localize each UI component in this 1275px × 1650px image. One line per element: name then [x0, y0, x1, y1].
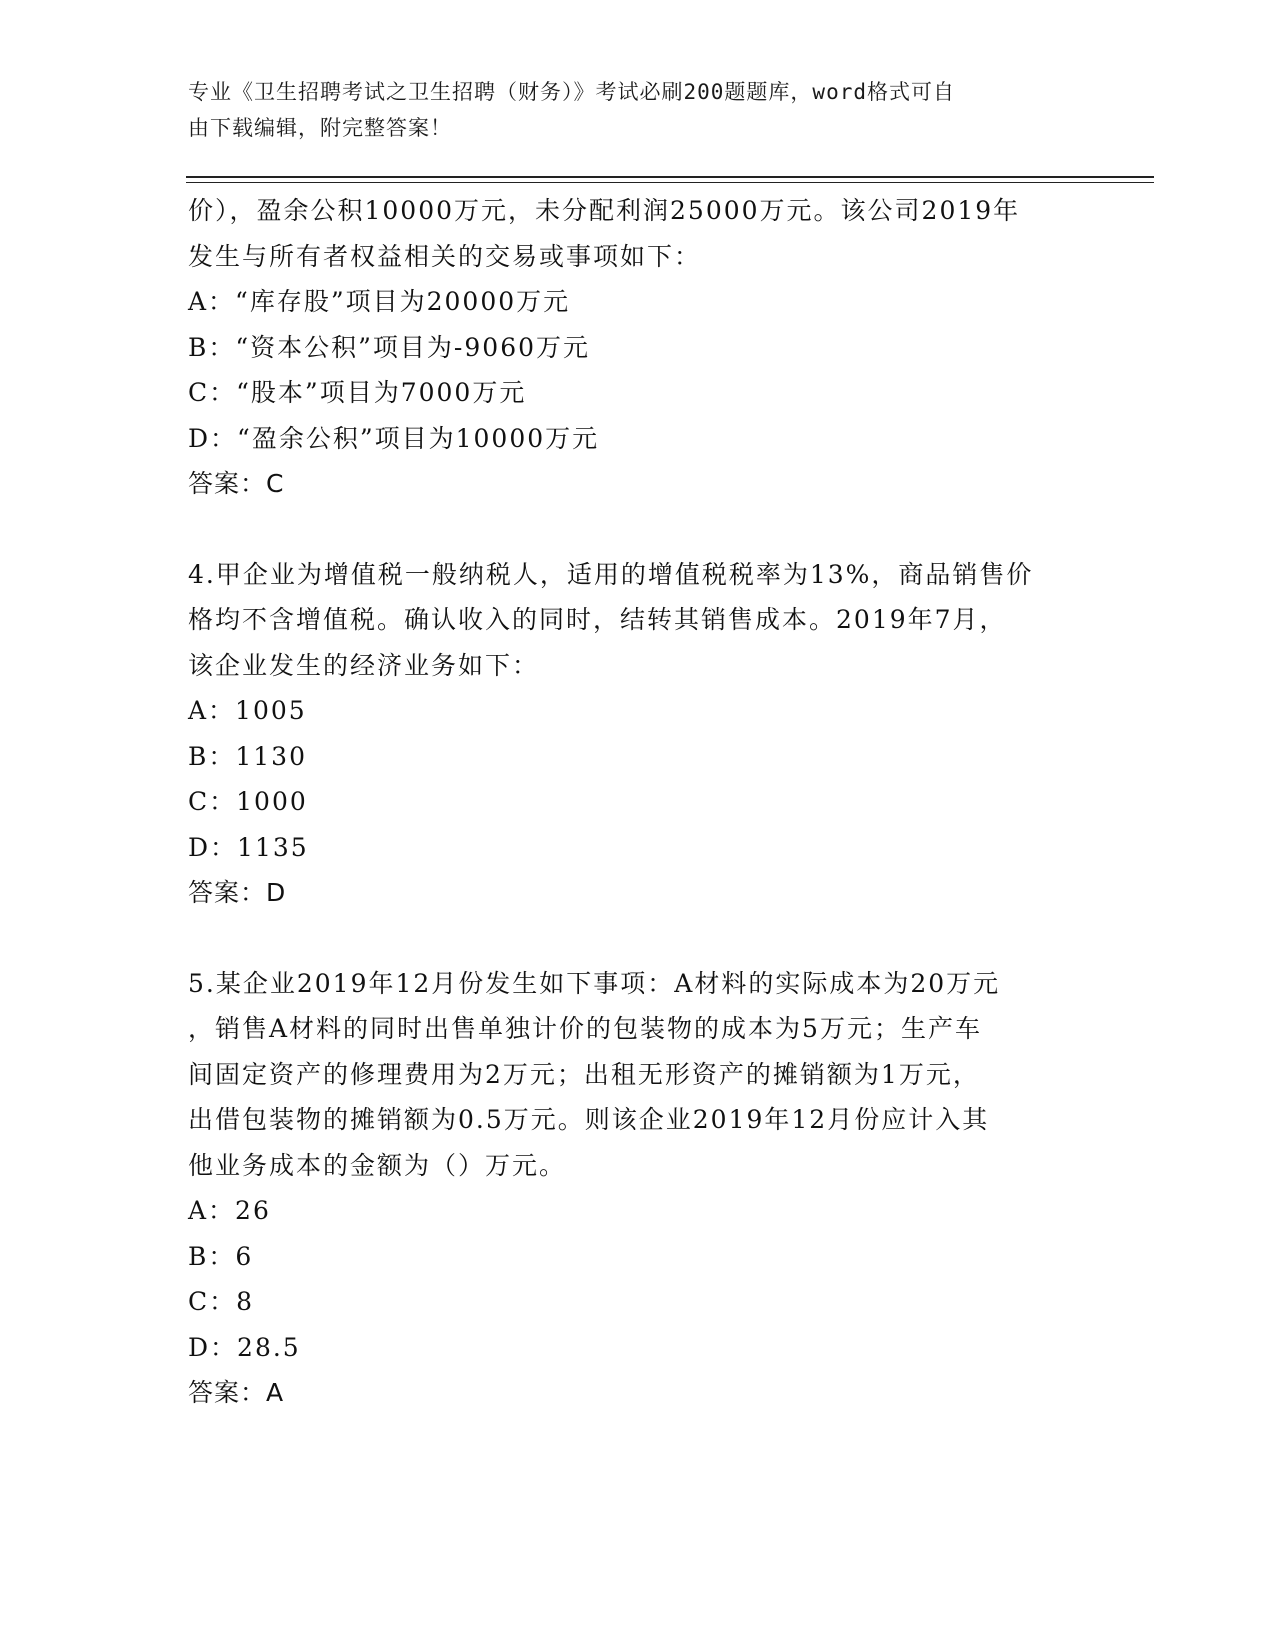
option-b: B：6 — [188, 1241, 254, 1271]
option-a: A：1005 — [188, 696, 307, 725]
spacer — [188, 916, 1088, 961]
header-divider-top — [186, 176, 1154, 178]
header-line-2: 由下载编辑，附完整答案！ — [188, 116, 452, 140]
answer: 答案：D — [188, 878, 287, 907]
option-d: D：28.5 — [188, 1332, 301, 1362]
option-b: B：“资本公积”项目为-9060万元 — [188, 332, 591, 362]
spacer — [188, 507, 1088, 552]
option-a: A：“库存股”项目为20000万元 — [188, 287, 571, 316]
question-text-line: 间固定资产的修理费用为2万元；出租无形资产的摊销额为1万元， — [188, 1059, 980, 1089]
answer: 答案：C — [188, 469, 285, 498]
question-text-line: 格均不含增值税。确认收入的同时，结转其销售成本。2019年7月， — [188, 605, 1007, 634]
question-text-line: ，销售A材料的同时出售单独计价的包装物的成本为5万元；生产车 — [188, 1014, 982, 1043]
option-a: A：26 — [188, 1196, 271, 1225]
question-3 — [188, 188, 1088, 507]
header-divider-bottom — [186, 182, 1154, 183]
question-text-line: 发生与所有者权益相关的交易或事项如下： — [188, 241, 702, 271]
question-text-line: 该企业发生的经济业务如下： — [188, 650, 540, 680]
question-4 — [188, 552, 1088, 916]
option-c: C：“股本”项目为7000万元 — [188, 378, 527, 407]
question-text-line: 5.某企业2019年12月份发生如下事项：A材料的实际成本为20万元 — [188, 968, 1001, 998]
question-text-line: 出借包装物的摊销额为0.5万元。则该企业2019年12月份应计入其 — [188, 1105, 990, 1134]
question-text-line: 价），盈余公积10000万元，未分配利润25000万元。该公司2019年 — [188, 196, 1021, 225]
question-text-line: 4.甲企业为增值税一般纳税人，适用的增值税税率为13%，商品销售价 — [188, 559, 1034, 589]
header-line-1: 专业《卫生招聘考试之卫生招聘（财务）》考试必刷200题题库，word格式可自 — [188, 80, 955, 104]
question-text-line: 他业务成本的金额为（）万元。 — [188, 1150, 567, 1180]
option-c: C：1000 — [188, 787, 308, 816]
option-d: D：1135 — [188, 832, 309, 862]
document-header — [188, 74, 1068, 146]
document-body — [188, 188, 1088, 1416]
answer: 答案：A — [188, 1378, 285, 1407]
option-b: B：1130 — [188, 741, 307, 771]
question-5 — [188, 961, 1088, 1416]
option-d: D：“盈余公积”项目为10000万元 — [188, 423, 600, 453]
option-c: C：8 — [188, 1287, 255, 1316]
